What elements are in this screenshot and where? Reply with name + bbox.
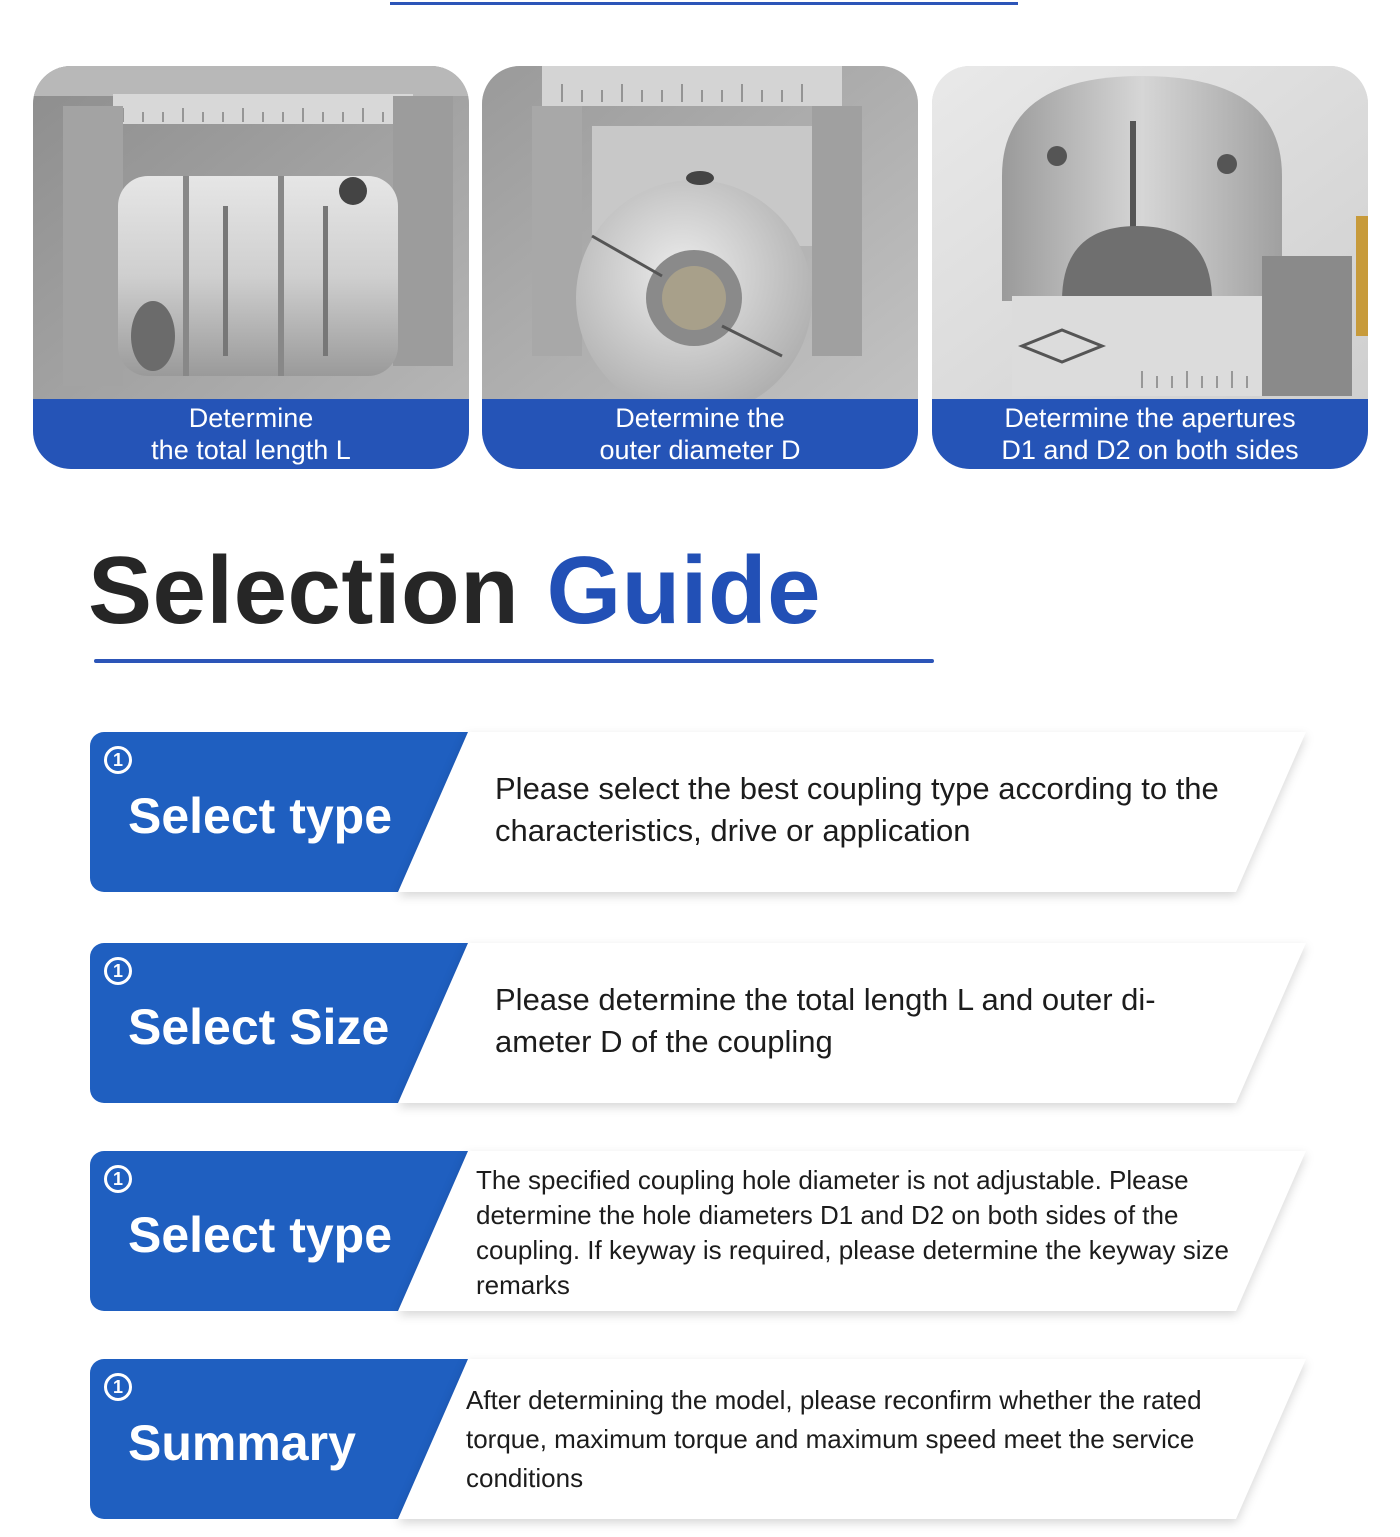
caliper-diameter-image <box>482 66 918 400</box>
step-description: The specified coupling hole diameter is not adjustable. Please determine the hole diameters D1 and D2 on both sides of the coupling. If keyway is required, please determine the keyway size remarks <box>476 1165 1229 1300</box>
caption-line-2: outer diameter D <box>599 435 801 465</box>
card-caption <box>932 399 1368 469</box>
step-title: Summary <box>128 1415 356 1471</box>
page-title <box>88 536 821 646</box>
measure-card-apertures <box>932 66 1368 469</box>
top-divider <box>390 2 1018 5</box>
caliper-bore-image <box>932 66 1368 400</box>
card-caption <box>482 399 918 469</box>
title-underline <box>94 659 934 663</box>
step-description: After determining the model, please reconfirm whether the rated torque, maximum torque and maximum speed meet the service conditions <box>466 1385 1202 1493</box>
caption-line-1: Determine <box>188 403 314 433</box>
step-select-type <box>90 732 1306 892</box>
step-number-icon: 1 <box>104 746 132 774</box>
caption-line-2: D1 and D2 on both sides <box>1001 435 1299 465</box>
caption-line-1: Determine the apertures <box>1004 403 1296 433</box>
step-number-icon: 1 <box>104 957 132 985</box>
step-number-icon: 1 <box>104 1373 132 1401</box>
caption-line-2: the total length L <box>151 435 351 465</box>
step-title: Select Size <box>128 999 390 1055</box>
caliper-length-image <box>33 66 469 400</box>
card-caption <box>33 399 469 469</box>
step-description: Please select the best coupling type according to the characteristics, drive or application <box>495 771 1219 848</box>
measure-card-length <box>33 66 469 469</box>
step-title: Select type <box>128 1207 393 1263</box>
step-title: Select type <box>128 788 393 844</box>
step-summary <box>90 1359 1306 1519</box>
step-select-size <box>90 943 1306 1103</box>
measure-card-diameter <box>482 66 918 469</box>
step-select-bore <box>90 1151 1306 1311</box>
title-word-selection: Selection <box>88 537 520 644</box>
step-number-icon: 1 <box>104 1165 132 1193</box>
title-word-guide: Guide <box>546 537 821 644</box>
caption-line-1: Determine the <box>615 403 785 433</box>
step-description: Please determine the total length L and outer di-ameter D of the coupling <box>495 982 1156 1059</box>
